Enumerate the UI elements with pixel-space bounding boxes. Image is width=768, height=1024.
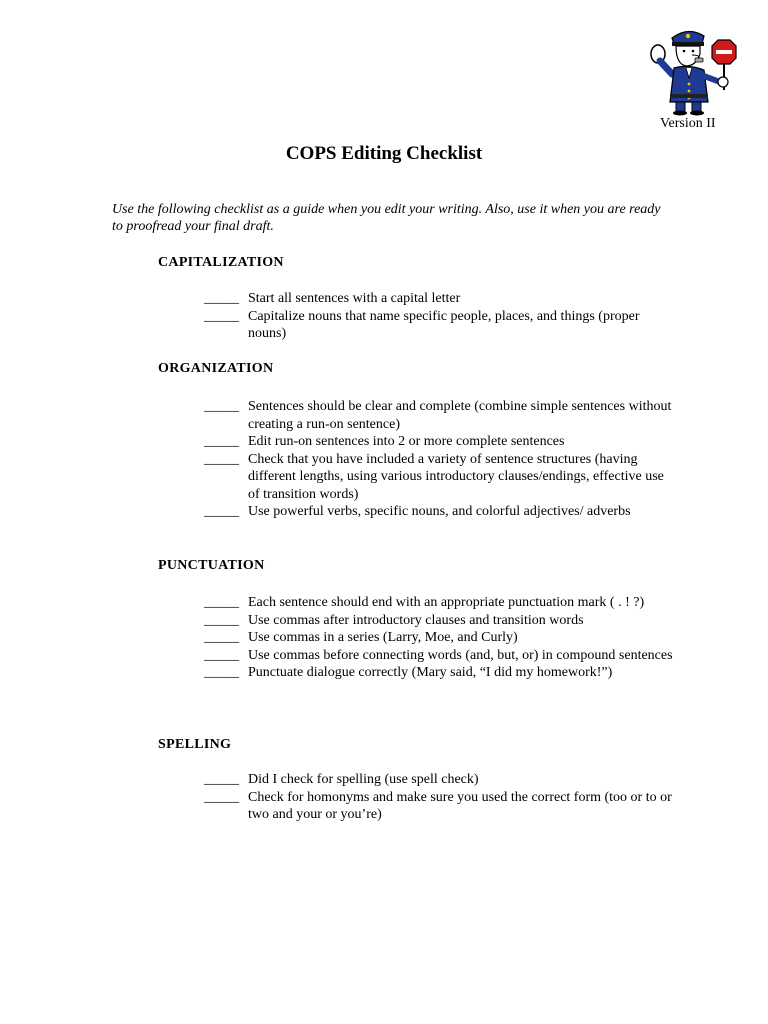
- checklist-item: [204, 789, 674, 824]
- version-label: Version II: [660, 116, 716, 131]
- section-heading-capitalization: CAPITALIZATION: [158, 255, 284, 270]
- check-blank[interactable]: _____: [204, 434, 239, 449]
- checklist-item-text: Start all sentences with a capital letter: [248, 291, 461, 306]
- checklist-item: [204, 451, 674, 504]
- checklist-item: [204, 433, 674, 451]
- punctuation-list: [204, 594, 674, 682]
- check-blank[interactable]: _____: [204, 772, 239, 787]
- spelling-list: [204, 771, 674, 824]
- check-blank[interactable]: _____: [204, 647, 239, 663]
- checklist-item-text: Did I check for spelling (use spell check): [248, 772, 479, 787]
- check-blank[interactable]: _____: [204, 308, 239, 324]
- check-blank[interactable]: _____: [204, 595, 239, 610]
- checklist-item: [204, 290, 674, 308]
- checklist-item: [204, 398, 674, 433]
- check-blank[interactable]: _____: [204, 612, 239, 628]
- checklist-item: [204, 594, 674, 612]
- check-blank[interactable]: _____: [204, 630, 239, 645]
- checklist-item-text: Capitalize nouns that name specific people, places, and things (proper nouns): [248, 308, 640, 341]
- traffic-cop-stop-sign-icon: [646, 24, 738, 116]
- checklist-item-text: Sentences should be clear and complete (combine simple sentences without creating a run-on sentence): [248, 399, 672, 432]
- checklist-item-text: Edit run-on sentences into 2 or more complete sentences: [248, 434, 565, 449]
- check-blank[interactable]: _____: [204, 789, 239, 805]
- checklist-item: [204, 647, 674, 665]
- capitalization-list: [204, 290, 674, 343]
- organization-list: [204, 398, 674, 521]
- check-blank[interactable]: _____: [204, 451, 239, 467]
- check-blank[interactable]: _____: [204, 399, 239, 414]
- intro-paragraph: Use the following checklist as a guide when you edit your writing. Also, use it when you are ready to proofread your final draft.: [112, 202, 661, 234]
- checklist-item-text: Each sentence should end with an appropriate punctuation mark ( . ! ?): [248, 595, 645, 610]
- checklist-item-text: Check for homonyms and make sure you used the correct form (too or to or two and your or you’re): [248, 789, 672, 822]
- checklist-item-text: Use commas after introductory clauses and transition words: [248, 612, 584, 628]
- checklist-item: [204, 629, 674, 647]
- checklist-item: [204, 308, 674, 343]
- section-heading-spelling: SPELLING: [158, 737, 232, 752]
- checklist-item: [204, 771, 674, 789]
- checklist-item: [204, 664, 674, 682]
- check-blank[interactable]: _____: [204, 665, 239, 680]
- checklist-item: [204, 503, 674, 521]
- page-title: COPS Editing Checklist: [285, 143, 483, 164]
- check-blank[interactable]: _____: [204, 291, 239, 306]
- checklist-item: [204, 612, 674, 630]
- checklist-item-text: Use powerful verbs, specific nouns, and colorful adjectives/ adverbs: [248, 504, 631, 519]
- checklist-item-text: Check that you have included a variety of sentence structures (having different lengths, using various introductory clauses/endings, effective use of transition words): [248, 451, 664, 502]
- section-heading-punctuation: PUNCTUATION: [158, 558, 265, 573]
- checklist-item-text: Use commas before connecting words (and, but, or) in compound sentences: [248, 647, 673, 663]
- section-heading-organization: ORGANIZATION: [158, 361, 274, 376]
- checklist-item-text: Use commas in a series (Larry, Moe, and Curly): [248, 630, 518, 645]
- check-blank[interactable]: _____: [204, 504, 239, 519]
- checklist-item-text: Punctuate dialogue correctly (Mary said, “I did my homework!”): [248, 665, 613, 680]
